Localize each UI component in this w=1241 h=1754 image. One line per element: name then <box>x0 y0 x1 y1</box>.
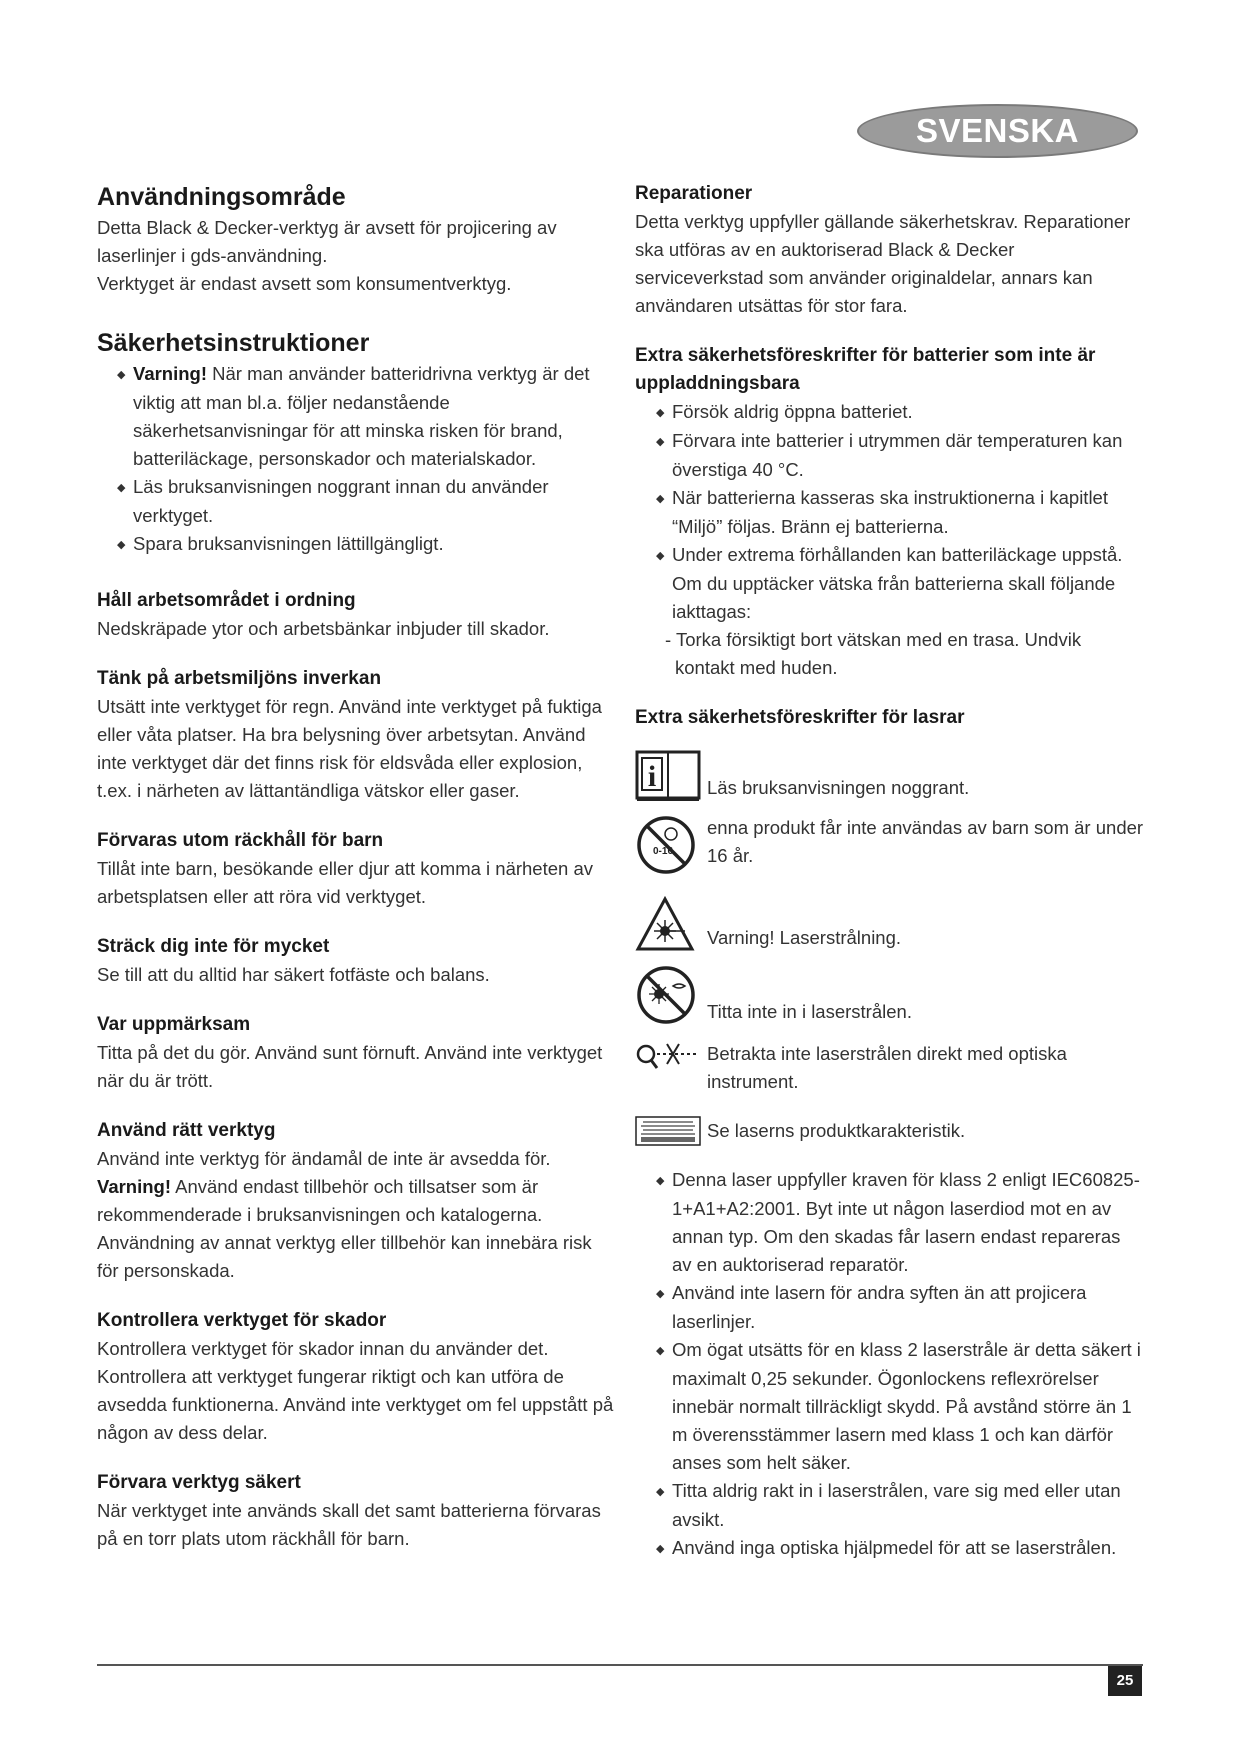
list-item <box>635 1336 1145 1477</box>
list-item <box>635 1279 1145 1336</box>
list-item-text: Förvara inte batterier i utrymmen där temperaturen kan överstiga 40 °C. <box>672 430 1123 480</box>
list-item <box>635 1166 1145 1279</box>
diamond-bullet-icon: ◆ <box>656 1543 665 1555</box>
list-item <box>97 530 617 559</box>
list-item-text: Använd inga optiska hjälpmedel för att se laserstrålen. <box>672 1537 1117 1558</box>
age-badge: 0-16 <box>653 846 674 857</box>
diamond-bullet-icon: ◆ <box>117 369 126 381</box>
diamond-bullet-icon: ◆ <box>117 539 126 551</box>
section-title: Håll arbetsområdet i ordning <box>97 590 356 611</box>
section-text: Tillåt inte barn, besökande eller djur att komma i närheten av arbetsplatsen eller att röra vid verktyget. <box>97 858 593 907</box>
section-text: När verktyget inte används skall det samt batterierna förvaras på en torr plats utom räckhåll för barn. <box>97 1500 601 1549</box>
section-text: Nedskräpade ytor och arbetsbänkar inbjuder till skador. <box>97 618 550 639</box>
list-item <box>635 1477 1145 1534</box>
laser-safety-title: Extra säkerhetsföreskrifter för lasrar <box>635 707 965 728</box>
list-item-text: Titta aldrig rakt in i laserstrålen, vare sig med eller utan avsikt. <box>672 1480 1121 1530</box>
list-item-text: När man använder batteridrivna verktyg är det viktig att man bl.a. följer nedanstående säkerhetsanvisningar för att minska risken för brand, batteriläckage, personskador och materialskador. <box>133 363 590 469</box>
section-title: Förvara verktyg säkert <box>97 1472 301 1493</box>
page-number: 25 <box>1108 1666 1142 1696</box>
diamond-bullet-icon: ◆ <box>656 1288 665 1300</box>
list-item <box>635 1534 1145 1563</box>
section-text: Kontrollera verktyget för skador innan du använder det. Kontrollera att verktyget fungerar riktigt och kan utföra de avsedda funktionerna. Använd inte verktyget om fel uppstått på någon av dess delar. <box>97 1338 614 1443</box>
warning-label: Varning! <box>97 1176 172 1197</box>
battery-list <box>635 398 1145 626</box>
section-text: Utsätt inte verktyget för regn. Använd inte verktyget på fuktiga eller våta platser. Ha bra belysning över arbetsytan. Använd inte verktyget där det finns risk för eldsvåda eller explosion, t.ex. i närheten av lättantändliga vätskor eller gaser. <box>97 696 602 801</box>
section-title: Tänk på arbetsmiljöns inverkan <box>97 668 382 689</box>
laser-label-icon <box>635 1116 701 1146</box>
list-item-text: Läs bruksanvisningen noggrant innan du använder verktyget. <box>133 476 549 526</box>
warning-label: Varning! <box>133 363 208 384</box>
icon-label: Titta inte in i laserstrålen. <box>707 1001 912 1022</box>
section-text <box>97 1173 617 1285</box>
intended-use-text-2: Verktyget är endast avsett som konsumentverktyg. <box>97 273 512 294</box>
icon-row-manual <box>635 746 1145 802</box>
right-column <box>635 180 1145 1563</box>
section-text: Titta på det du gör. Använd sunt förnuft. Använd inte verktyget när du är trött. <box>97 1042 603 1091</box>
repairs-title: Reparationer <box>635 183 753 204</box>
no-stare-icon <box>635 964 697 1026</box>
section-title: Sträck dig inte för mycket <box>97 936 330 957</box>
list-item <box>635 427 1145 484</box>
no-optics-icon <box>635 1040 701 1072</box>
icon-row-laser-warning <box>635 890 1145 952</box>
icon-label: Betrakta inte laserstrålen direkt med optiska instrument. <box>707 1043 1067 1092</box>
diamond-bullet-icon: ◆ <box>656 1175 665 1187</box>
icon-row-laser-label <box>635 1116 1145 1146</box>
icon-row-no-stare <box>635 964 1145 1026</box>
section-text: Se till att du alltid har säkert fotfäste och balans. <box>97 964 490 985</box>
section-text-span: Använd endast tillbehör och tillsatser som är rekommenderade i bruksanvisningen och katalogerna. Användning av annat verktyg eller tillbehör kan innebära risk för personskada. <box>97 1176 592 1281</box>
list-item <box>97 360 617 473</box>
svg-text:i: i <box>647 760 657 793</box>
battery-safety-title: Extra säkerhetsföreskrifter för batterier som inte är uppladdningsbara <box>635 345 1096 394</box>
section-text: Använd inte verktyg för ändamål de inte är avsedda för. <box>97 1148 551 1169</box>
diamond-bullet-icon: ◆ <box>656 1486 665 1498</box>
list-item <box>97 473 617 530</box>
diamond-bullet-icon: ◆ <box>656 1345 665 1357</box>
diamond-bullet-icon: ◆ <box>656 407 665 419</box>
section-title: Förvaras utom räckhåll för barn <box>97 830 384 851</box>
icon-label: Varning! Laserstrålning. <box>707 927 902 948</box>
battery-sub-item: - Torka försiktigt bort vätskan med en trasa. Undvik kontakt med huden. <box>665 629 1082 678</box>
list-item <box>635 541 1145 626</box>
left-column <box>97 180 617 1553</box>
footer-divider <box>97 1664 1143 1666</box>
laser-list <box>635 1166 1145 1563</box>
list-item-text: Spara bruksanvisningen lättillgängligt. <box>133 533 444 554</box>
icon-label: enna produkt får inte användas av barn som är under 16 år. <box>707 817 1144 866</box>
list-item-text: Försök aldrig öppna batteriet. <box>672 401 913 422</box>
safety-list <box>97 360 617 559</box>
safety-title: Säkerhetsinstruktioner <box>97 329 370 357</box>
language-badge: SVENSKA <box>857 104 1138 158</box>
section-title: Använd rätt verktyg <box>97 1120 276 1141</box>
section-title: Var uppmärksam <box>97 1014 251 1035</box>
manual-icon <box>635 750 701 802</box>
laser-warning-icon <box>635 896 695 952</box>
list-item-text: Under extrema förhållanden kan batteriläckage uppstå. Om du upptäcker vätska från batterierna skall följande iakttagas: <box>672 544 1123 622</box>
list-item <box>635 484 1145 541</box>
list-item-text: När batterierna kasseras ska instruktionerna i kapitlet “Miljö” följas. Bränn ej batterierna. <box>672 487 1108 537</box>
repairs-text: Detta verktyg uppfyller gällande säkerhetskrav. Reparationer ska utföras av en auktoriserad Black & Decker serviceverkstad som använder originaldelar, annars kan användaren utsättas för stor fara. <box>635 211 1131 316</box>
icon-row-no-optics <box>635 1040 1145 1096</box>
diamond-bullet-icon: ◆ <box>117 482 126 494</box>
list-item-text: Använd inte lasern för andra syften än att projicera laserlinjer. <box>672 1282 1087 1332</box>
list-item-text: Om ögat utsätts för en klass 2 laserstråle är detta säkert i maximalt 0,25 sekunder. Ögonlockens reflexrörelser innebär normalt tillräckligt skydd. På avstånd större än 1 m överensstämmer lasern med klass 1 och kan därför anses som helt säker. <box>672 1339 1141 1473</box>
no-children-icon <box>635 814 697 876</box>
section-title: Kontrollera verktyget för skador <box>97 1310 387 1331</box>
intended-use-text: Detta Black & Decker-verktyg är avsett för projicering av laserlinjer i gds-användning. <box>97 217 557 266</box>
list-item <box>635 398 1145 427</box>
diamond-bullet-icon: ◆ <box>656 493 665 505</box>
diamond-bullet-icon: ◆ <box>656 550 665 562</box>
intended-use-title: Användningsområde <box>97 183 346 211</box>
icon-row-children <box>635 814 1145 878</box>
icon-label: Läs bruksanvisningen noggrant. <box>707 777 970 798</box>
icon-label: Se laserns produktkarakteristik. <box>707 1120 966 1141</box>
list-item-text: Denna laser uppfyller kraven för klass 2 enligt IEC60825-1+A1+A2:2001. Byt inte ut någon laserdiod mot en av annan typ. Om den skadas får lasern endast repareras av en auktoriserad reparatör. <box>672 1169 1140 1275</box>
diamond-bullet-icon: ◆ <box>656 436 665 448</box>
